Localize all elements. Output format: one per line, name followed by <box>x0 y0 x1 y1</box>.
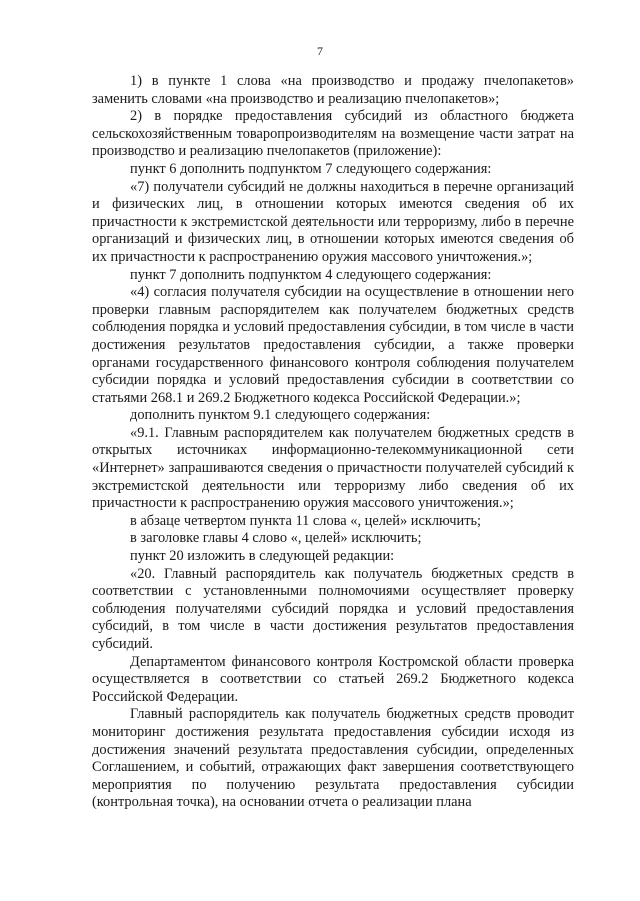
paragraph-point-7-intro: пункт 7 дополнить подпунктом 4 следующего содержания: <box>130 266 492 283</box>
paragraph-point-6-intro: пункт 6 дополнить подпунктом 7 следующего содержания: <box>130 160 492 177</box>
paragraph-chapter-4-amendment: в заголовке главы 4 слово «, целей» исключить; <box>130 530 422 547</box>
page-number: 7 <box>317 44 323 58</box>
paragraph-monitoring: Главный распорядитель как получатель бюджетных средств проводит мониторинг достижения результата предоставления субсидии исходя из достижения значений результата предоставления субсидии, определенных Соглашением, и событий, отражающих факт завершения соответствующего мероприятия по получению результата предоставления субсидии (контрольная точка), на основании отчета о реализации плана <box>92 706 574 811</box>
paragraph-point-9-1-intro: дополнить пунктом 9.1 следующего содержания: <box>130 407 431 424</box>
paragraph-point-11-amendment: в абзаце четвертом пункта 11 слова «, целей» исключить; <box>130 512 482 529</box>
paragraph-item-1-amendment: 1) в пункте 1 слова «на производство и продажу пчелопакетов» заменить словами «на производство и реализацию пчелопакетов»; <box>92 73 574 107</box>
paragraph-point-20-text: «20. Главный распорядитель как получатель бюджетных средств в соответствии с установленными полномочиями осуществляет проверку соблюдения получателями субсидий порядка и условий предоставления субсидий, в том числе в части достижения результатов предоставления субсидий. <box>92 565 574 652</box>
paragraph-subpoint-7-text: «7) получатели субсидий не должны находиться в перечне организаций и физических лиц, в отношении которых имеются сведения об их причастности к экстремистской деятельности или терроризму, либо в перечне организаций и физических лиц, в отношении которых имеются сведения об их причастности к распространению оружия массового уничтожения.»; <box>92 178 574 265</box>
document-body <box>92 73 574 812</box>
paragraph-point-20-intro: пункт 20 изложить в следующей редакции: <box>130 548 395 565</box>
paragraph-subpoint-4-text: «4) согласия получателя субсидии на осуществление в отношении него проверки главным распорядителем как получателем бюджетных средств соблюдения порядка и условий предоставления субсидии, в том числе в части достижения результатов предоставления субсидии, а также проверки органами государственного финансового контроля соблюдения получателем субсидии порядка и условий предоставления субсидии в соответствии со статьями 268.1 и 269.2 Бюджетного кодекса Российской Федерации.»; <box>92 284 574 406</box>
paragraph-point-9-1-text: «9.1. Главным распорядителем как получателем бюджетных средств в открытых источниках информационно-телекоммуникационной сети «Интернет» запрашиваются сведения о причастности получателей субсидий к экстремистской деятельности или терроризму либо сведения об их причастности к распространению оружия массового уничтожения.»; <box>92 424 574 512</box>
paragraph-item-2-amendment: 2) в порядке предоставления субсидий из областного бюджета сельскохозяйственным товаропроизводителям на возмещение части затрат на производство и реализацию пчелопакетов (приложение): <box>92 108 574 160</box>
paragraph-department-check: Департаментом финансового контроля Костромской области проверка осуществляется в соответствии со статьей 269.2 Бюджетного кодекса Российской Федерации. <box>92 653 574 705</box>
